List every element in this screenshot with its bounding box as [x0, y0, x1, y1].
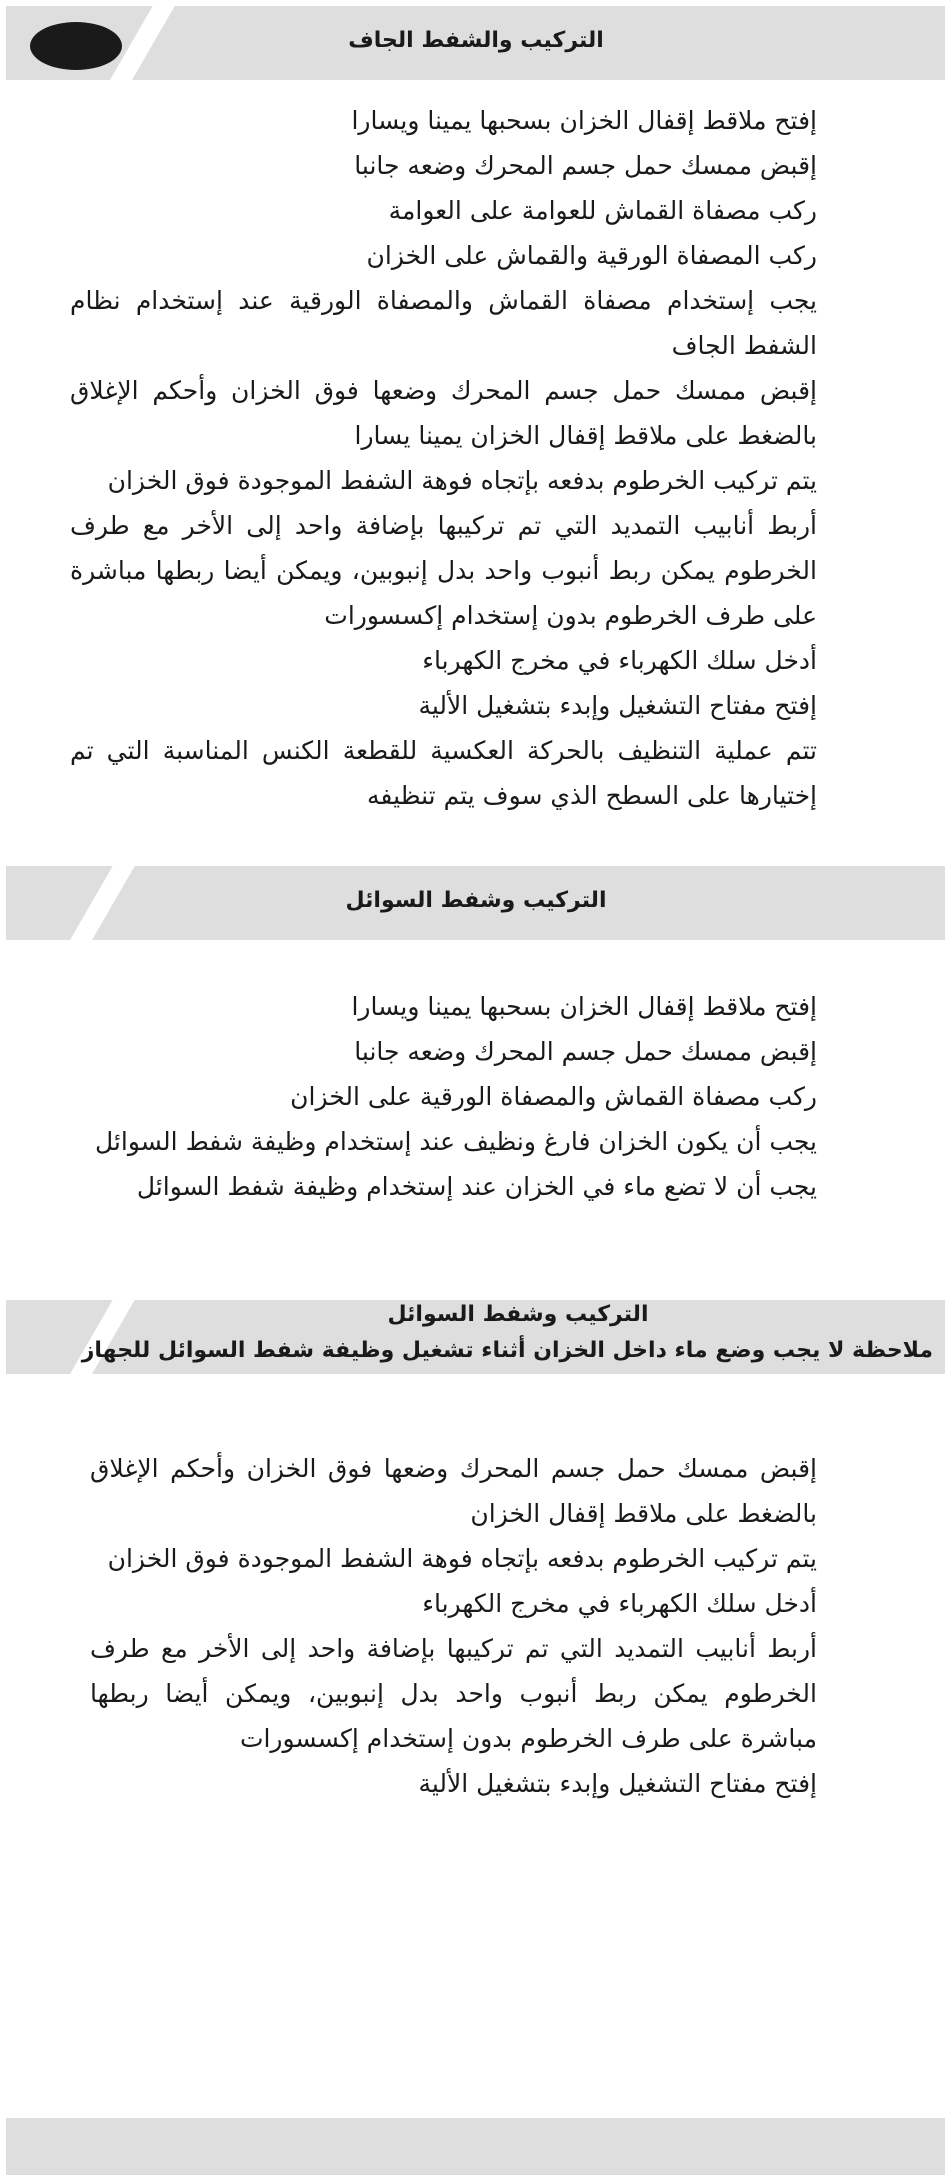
- instruction-line: ركب مصفاة القماش والمصفاة الورقية على الخزان: [290, 1082, 817, 1111]
- instruction-line: يجب أن يكون الخزان فارغ ونظيف عند إستخدام وظيفة شفط السوائل: [95, 1127, 817, 1156]
- instruction-line: يتم تركيب الخرطوم بدفعه بإتجاه فوهة الشفط الموجودة فوق الخزان: [107, 1544, 817, 1573]
- header-oval-mark: [30, 22, 122, 70]
- instruction-line: إقبض ممسك حمل جسم المحرك وضعها فوق الخزان وأحكم الإغلاق بالضغط على ملاقط إقفال الخزان: [90, 1454, 817, 1528]
- instruction-line: إقبض ممسك حمل جسم المحرك وضعها فوق الخزان وأحكم الإغلاق بالضغط على ملاقط إقفال الخزان يمينا يسارا: [70, 376, 817, 450]
- instructions-liquid: [90, 984, 817, 1209]
- section-header-liquid-note: [6, 1300, 945, 1374]
- instruction-line: تتم عملية التنظيف بالحركة العكسية للقطعة الكنس المناسبة التي تم إختيارها على السطح الذي سوف يتم تنظيفه: [70, 736, 817, 810]
- section-header-dry: [6, 6, 945, 80]
- instruction-line: إفتح ملاقط إقفال الخزان بسحبها يمينا ويسارا: [351, 992, 817, 1021]
- section-title-dry: التركيب والشفط الجاف: [348, 28, 604, 53]
- instructions-liquid-note: [90, 1446, 817, 1806]
- instructions-dry: [70, 98, 817, 818]
- instruction-line: أدخل سلك الكهرباء في مخرج الكهرباء: [422, 1589, 817, 1618]
- instruction-line: إقبض ممسك حمل جسم المحرك وضعه جانبا: [354, 1037, 817, 1066]
- instruction-line: يجب إستخدام مصفاة القماش والمصفاة الورقية عند إستخدام نظام الشفط الجاف: [70, 286, 817, 360]
- instruction-line: إفتح مفتاح التشغيل وإبدء بتشغيل الألية: [418, 691, 817, 720]
- instruction-line: إقبض ممسك حمل جسم المحرك وضعه جانبا: [354, 151, 817, 180]
- instruction-line: ركب المصفاة الورقية والقماش على الخزان: [366, 241, 817, 270]
- instruction-line: يتم تركيب الخرطوم بدفعه بإتجاه فوهة الشفط الموجودة فوق الخزان: [107, 466, 817, 495]
- section-title-liquid: التركيب وشفط السوائل: [345, 888, 607, 913]
- footer-band: [6, 2118, 945, 2175]
- section-title-liquid-note: التركيب وشفط السوائل: [387, 1302, 649, 1327]
- instruction-line: ركب مصفاة القماش للعوامة على العوامة: [388, 196, 817, 225]
- instruction-line: أربط أنابيب التمديد التي تم تركيبها بإضافة واحد إلى الأخر مع طرف الخرطوم يمكن ربط أنبوب واحد بدل إنبوبين، ويمكن أيضا ربطها مباشرة على طرف الخرطوم بدون إستخدام إكسسورات: [70, 511, 817, 630]
- instruction-line: إفتح ملاقط إقفال الخزان بسحبها يمينا ويسارا: [351, 106, 817, 135]
- section-header-liquid: [6, 866, 945, 940]
- warning-note: ملاحظة لا يجب وضع ماء داخل الخزان أثناء تشغيل وظيفة شفط السوائل للجهاز: [81, 1338, 933, 1363]
- instruction-line: يجب أن لا تضع ماء في الخزان عند إستخدام وظيفة شفط السوائل: [136, 1172, 817, 1201]
- instruction-line: أدخل سلك الكهرباء في مخرج الكهرباء: [422, 646, 817, 675]
- header-divider-stripe: [70, 866, 135, 940]
- instruction-line: أربط أنابيب التمديد التي تم تركيبها بإضافة واحد إلى الأخر مع طرف الخرطوم يمكن ربط أنبوب واحد بدل إنبوبين، ويمكن أيضا ربطها مباشرة على طرف الخرطوم بدون إستخدام إكسسورات: [90, 1634, 817, 1753]
- instruction-line: إفتح مفتاح التشغيل وإبدء بتشغيل الألية: [418, 1769, 817, 1798]
